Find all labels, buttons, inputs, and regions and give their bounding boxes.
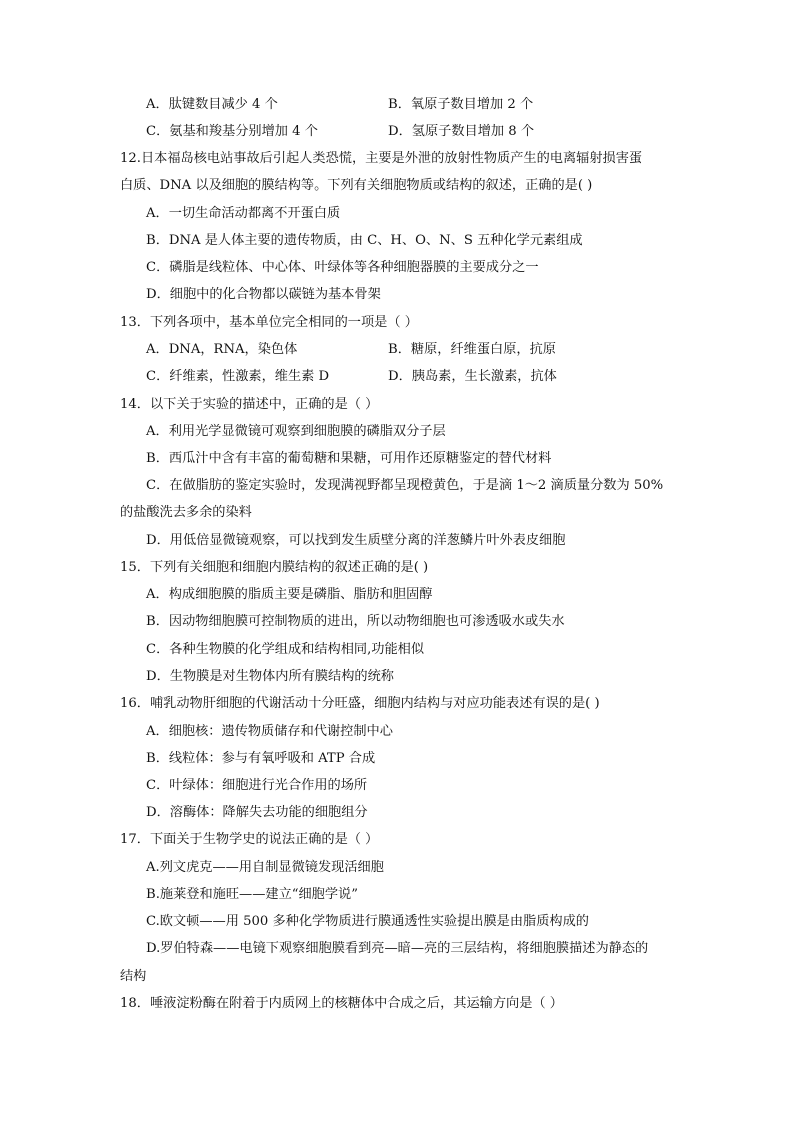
q16-option-d: D．溶酶体：降解失去功能的细胞组分 — [146, 805, 368, 820]
q15-stem: 15．下列有关细胞和细胞内膜结构的叙述正确的是( ) — [120, 560, 429, 575]
q16-option-b: B．线粒体：参与有氧呼吸和 ATP 合成 — [146, 751, 376, 766]
q13-option-a: A．DNA，RNA，染色体 — [146, 342, 298, 357]
q13-option-b: B．糖原，纤维蛋白原，抗原 — [388, 342, 556, 357]
q17-option-c: C.欧文顿——用 500 多种化学物质进行膜通透性实验提出膜是由脂质构成的 — [146, 914, 589, 929]
q16-option-c: C．叶绿体：细胞进行光合作用的场所 — [146, 778, 368, 793]
q11-option-a: A．肽键数目减少 4 个 — [146, 97, 278, 112]
q11-option-b: B．氧原子数目增加 2 个 — [388, 97, 534, 112]
q16-stem: 16．哺乳动物肝细胞的代谢活动十分旺盛，细胞内结构与对应功能表述有误的是( ) — [120, 696, 600, 711]
q14-option-a: A．利用光学显微镜可观察到细胞膜的磷脂双分子层 — [146, 424, 446, 439]
q15-option-b: B．因动物细胞膜可控制物质的进出，所以动物细胞也可渗透吸水或失水 — [146, 614, 565, 629]
q13-stem: 13．下列各项中，基本单位完全相同的一项是（ ） — [120, 315, 418, 330]
q12-stem: 12.日本福岛核电站事故后引起人类恐慌，主要是外泄的放射性物质产生的电离辐射损害蛋 — [120, 151, 643, 166]
q17-option-a: A.列文虎克——用自制显微镜发现活细胞 — [146, 860, 384, 875]
q12-option-d: D．细胞中的化合物都以碳链为基本骨架 — [146, 287, 381, 302]
q17-stem: 17．下面关于生物学史的说法正确的是（ ） — [120, 832, 379, 847]
q11-option-c: C．氨基和羧基分别增加 4 个 — [146, 124, 318, 139]
q17-option-d: D.罗伯特森——电镜下观察细胞膜看到亮—暗—亮的三层结构，将细胞膜描述为静态的 — [146, 941, 649, 956]
q14-option-d: D．用低倍显微镜观察，可以找到发生质壁分离的洋葱鳞片叶外表皮细胞 — [146, 533, 566, 548]
q14-option-b: B．西瓜汁中含有丰富的葡萄糖和果糖，可用作还原糖鉴定的替代材料 — [146, 451, 552, 466]
q14-stem: 14．以下关于实验的描述中，正确的是（ ） — [120, 397, 379, 412]
q12-stem-cont: 白质、DNA 以及细胞的膜结构等。下列有关细胞物质或结构的叙述，正确的是( ) — [120, 178, 593, 193]
q13-option-c: C．纤维素，性激素，维生素 D — [146, 369, 330, 384]
q15-option-c: C．各种生物膜的化学组成和结构相同,功能相似 — [146, 642, 425, 657]
q15-option-a: A．构成细胞膜的脂质主要是磷脂、脂肪和胆固醇 — [146, 587, 433, 602]
q12-option-c: C．磷脂是线粒体、中心体、叶绿体等各种细胞器膜的主要成分之一 — [146, 260, 539, 275]
q18-stem: 18．唾液淀粉酶在附着于内质网上的核糖体中合成之后，其运输方向是（ ） — [120, 996, 563, 1011]
q17-option-b: B.施莱登和施旺——建立“细胞学说” — [146, 887, 358, 902]
q11-option-d: D．氢原子数目增加 8 个 — [388, 124, 535, 139]
q14-option-c-cont: 的盐酸洗去多余的染料 — [120, 505, 252, 520]
q12-option-b: B．DNA 是人体主要的遗传物质，由 C、H、O、N、S 五种化学元素组成 — [146, 233, 583, 248]
q12-option-a: A．一切生命活动都离不开蛋白质 — [146, 206, 341, 221]
q17-option-d-cont: 结构 — [120, 969, 147, 984]
q15-option-d: D．生物膜是对生物体内所有膜结构的统称 — [146, 669, 394, 684]
q13-option-d: D．胰岛素，生长激素，抗体 — [388, 369, 557, 384]
q14-option-c: C．在做脂肪的鉴定实验时，发现满视野都呈现橙黄色，于是滴 1～2 滴质量分数为 50% — [146, 478, 664, 493]
q16-option-a: A．细胞核：遗传物质储存和代谢控制中心 — [146, 724, 393, 739]
